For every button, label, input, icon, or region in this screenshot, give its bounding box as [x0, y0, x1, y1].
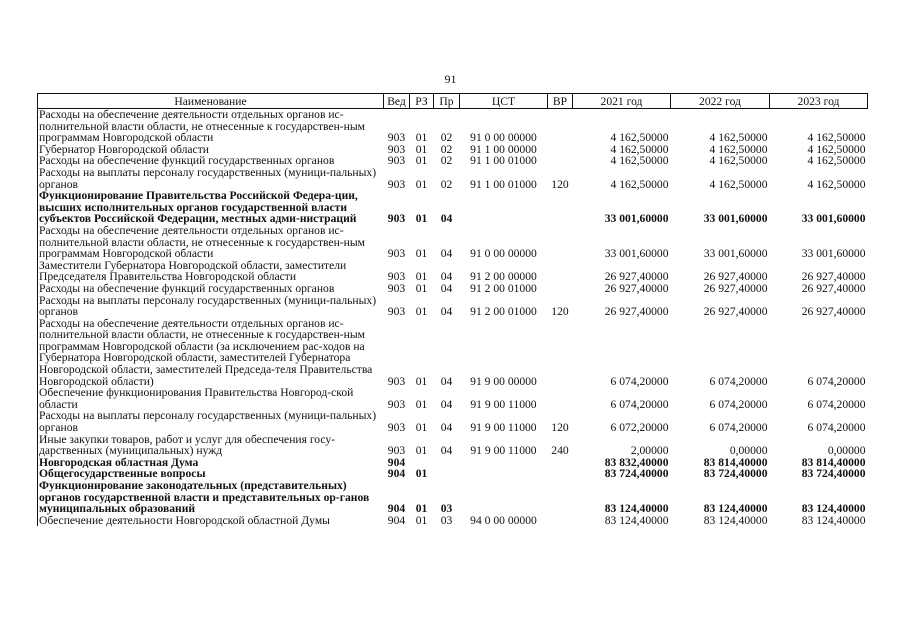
- row-amount-2023: 4 162,50000: [807, 131, 866, 145]
- row-amount-2021: 83 124,40000: [604, 502, 669, 516]
- row-amount-2022: 4 162,50000: [709, 142, 768, 156]
- row-pr: 04: [440, 397, 453, 411]
- row-cst: 91 9 00 11000: [470, 397, 537, 411]
- row-ved: 903: [387, 421, 406, 435]
- header-rz: РЗ: [410, 94, 434, 109]
- row-vr: [548, 318, 573, 388]
- row-amount-2022: 4 162,50000: [709, 177, 768, 191]
- page-number: 91: [444, 72, 457, 86]
- row-amount-2022: 83 814,40000: [703, 455, 768, 469]
- row-cst: 91 0 00 00000: [470, 131, 537, 145]
- row-rz: 01: [415, 270, 428, 284]
- row-ved: 903: [387, 444, 406, 458]
- row-amount-2021: 4 162,50000: [610, 131, 669, 145]
- row-rz: 01: [415, 397, 428, 411]
- header-2023: 2023 год: [770, 94, 868, 109]
- row-name: Расходы на выплаты персоналу государственных (муници-пальных) органов: [38, 295, 384, 318]
- row-pr: 04: [440, 421, 453, 435]
- row-amount-2023: 6 074,20000: [807, 421, 866, 435]
- header-name: Наименование: [38, 94, 384, 109]
- row-vr: [548, 480, 573, 515]
- row-amount-2023: 83 124,40000: [801, 513, 866, 527]
- row-amount-2022: 83 124,40000: [703, 502, 768, 516]
- row-rz: 01: [415, 444, 428, 458]
- row-name: Функционирование Правительства Российской Федера-ции, высших исполнительных органов государственной власти субъектов Российской Федерации, местных адми-нистраций: [38, 190, 384, 225]
- row-rz: 01: [415, 374, 428, 388]
- row-name: Новгородская областная Дума: [38, 457, 384, 469]
- row-name: Расходы на обеспечение деятельности отдельных органов ис-полнительной власти области, не отнесенные к государствен-ным программам Новгородской области: [38, 225, 384, 260]
- row-vr: [548, 457, 573, 469]
- row-amount-2023: 83 814,40000: [801, 455, 866, 469]
- row-amount-2021: 83 124,40000: [604, 513, 669, 527]
- row-rz: 01: [415, 421, 428, 435]
- table-row: [38, 167, 868, 190]
- row-cst: 91 2 00 00000: [470, 270, 537, 284]
- row-ved: 903: [387, 374, 406, 388]
- row-vr: [548, 144, 573, 156]
- row-amount-2022: 33 001,60000: [703, 247, 768, 261]
- row-amount-2023: 83 724,40000: [801, 467, 866, 481]
- row-rz: 01: [415, 513, 428, 527]
- row-pr: 04: [440, 444, 453, 458]
- row-cst: 91 9 00 11000: [470, 444, 537, 458]
- row-pr: [434, 457, 460, 469]
- row-name: Обеспечение деятельности Новгородской областной Думы: [38, 515, 384, 527]
- row-amount-2021: 6 072,20000: [610, 421, 669, 435]
- row-amount-2022: 26 927,40000: [703, 305, 768, 319]
- row-amount-2021: 6 074,20000: [610, 397, 669, 411]
- row-amount-2021: 83 724,40000: [604, 467, 669, 481]
- row-cst: [460, 468, 548, 480]
- table-header-row: [38, 94, 868, 109]
- row-name: Функционирование законодательных (представительных) органов государственной власти и представительных ор-ганов муниципальных образований: [38, 480, 384, 515]
- header-ved: Вед: [384, 94, 410, 109]
- header-2022: 2022 год: [671, 94, 770, 109]
- row-vr: [548, 283, 573, 295]
- row-rz: 01: [415, 281, 428, 295]
- row-amount-2022: 83 724,40000: [703, 467, 768, 481]
- row-pr: 03: [440, 513, 453, 527]
- row-amount-2023: 33 001,60000: [801, 247, 866, 261]
- row-amount-2022: 26 927,40000: [703, 281, 768, 295]
- row-ved: 904: [387, 513, 406, 527]
- row-pr: 02: [440, 142, 453, 156]
- row-amount-2021: 4 162,50000: [610, 177, 669, 191]
- row-vr: [548, 515, 573, 527]
- row-ved: 903: [387, 305, 406, 319]
- row-cst: 91 9 00 11000: [470, 421, 537, 435]
- row-amount-2021: 26 927,40000: [604, 270, 669, 284]
- row-cst: 91 2 00 01000: [470, 281, 537, 295]
- row-amount-2022: 0,00000: [729, 444, 768, 458]
- row-ved: 903: [387, 212, 406, 226]
- row-ved: 903: [387, 247, 406, 261]
- row-vr: [548, 468, 573, 480]
- row-rz: 01: [415, 467, 428, 481]
- row-amount-2022: 83 124,40000: [703, 513, 768, 527]
- row-amount-2021: 26 927,40000: [604, 305, 669, 319]
- row-rz: 01: [415, 305, 428, 319]
- row-name: Заместители Губернатора Новгородской области, заместители Председателя Правительства Новгородской области: [38, 260, 384, 283]
- row-vr: 240: [551, 444, 569, 458]
- row-pr: 02: [440, 154, 453, 168]
- row-pr: 04: [440, 374, 453, 388]
- row-name: Расходы на выплаты персоналу государственных (муници-пальных) органов: [38, 167, 384, 190]
- row-pr: 04: [440, 212, 453, 226]
- table-row: [38, 410, 868, 433]
- row-amount-2023: 4 162,50000: [807, 177, 866, 191]
- table-row: [38, 225, 868, 260]
- row-amount-2021: 2,00000: [630, 444, 669, 458]
- row-amount-2022: 6 074,20000: [709, 397, 768, 411]
- row-cst: 94 0 00 00000: [470, 513, 537, 527]
- row-cst: [460, 190, 548, 225]
- row-cst: 91 2 00 01000: [470, 305, 537, 319]
- row-pr: 04: [440, 281, 453, 295]
- row-amount-2021: 4 162,50000: [610, 142, 669, 156]
- header-pr: Пр: [434, 94, 460, 109]
- row-rz: 01: [415, 131, 428, 145]
- row-amount-2023: 33 001,60000: [801, 212, 866, 226]
- row-cst: [460, 457, 548, 469]
- table-row: [38, 318, 868, 388]
- row-rz: 01: [415, 212, 428, 226]
- table-row: [38, 295, 868, 318]
- row-amount-2021: 26 927,40000: [604, 281, 669, 295]
- row-name: Расходы на обеспечение деятельности отдельных органов ис-полнительной власти области, не отнесенные к государствен-ным программам Новгородской области (за исключением рас-ходов на Губернатора Новгородской области, заместителей Губернатора Новгородской области, заместителей Председа-теля Правительства Новгородской области): [38, 318, 384, 388]
- row-ved: 903: [387, 131, 406, 145]
- row-name: Обеспечение функционирования Правительства Новгород-ской области: [38, 387, 384, 410]
- row-ved: 903: [387, 142, 406, 156]
- table-row: [38, 260, 868, 283]
- row-amount-2021: 33 001,60000: [604, 212, 669, 226]
- table-row: [38, 109, 868, 144]
- row-ved: 904: [387, 467, 406, 481]
- row-cst: 91 1 00 01000: [470, 177, 537, 191]
- row-ved: 904: [387, 455, 406, 469]
- row-rz: 01: [415, 142, 428, 156]
- header-vr: ВР: [548, 94, 573, 109]
- row-amount-2022: 4 162,50000: [709, 154, 768, 168]
- row-amount-2021: 83 832,40000: [604, 455, 669, 469]
- row-vr: [548, 387, 573, 410]
- table-row: [38, 387, 868, 410]
- row-amount-2022: 6 074,20000: [709, 421, 768, 435]
- row-vr: 120: [551, 177, 569, 191]
- row-ved: 903: [387, 154, 406, 168]
- row-ved: 903: [387, 281, 406, 295]
- budget-table: [37, 93, 868, 526]
- table-body: [38, 109, 868, 527]
- row-cst: 91 9 00 00000: [470, 374, 537, 388]
- row-pr: 02: [440, 177, 453, 191]
- row-ved: 903: [387, 397, 406, 411]
- row-rz: 01: [415, 154, 428, 168]
- row-vr: [548, 190, 573, 225]
- table-row: [38, 190, 868, 225]
- row-ved: 904: [387, 502, 406, 516]
- row-cst: 91 1 00 01000: [470, 154, 537, 168]
- row-name: Расходы на обеспечение деятельности отдельных органов ис-полнительной власти области, не отнесенные к государствен-ным программам Новгородской области: [38, 109, 384, 144]
- row-ved: 903: [387, 177, 406, 191]
- row-amount-2023: 6 074,20000: [807, 374, 866, 388]
- row-name: Расходы на обеспечение функций государственных органов: [38, 283, 384, 295]
- row-vr: [548, 260, 573, 283]
- row-name: Расходы на обеспечение функций государственных органов: [38, 155, 384, 167]
- row-amount-2023: 4 162,50000: [807, 142, 866, 156]
- row-amount-2023: 26 927,40000: [801, 270, 866, 284]
- row-amount-2023: 4 162,50000: [807, 154, 866, 168]
- row-pr: 04: [440, 247, 453, 261]
- row-ved: 903: [387, 270, 406, 284]
- row-vr: 120: [551, 421, 569, 435]
- row-amount-2023: 83 124,40000: [801, 502, 866, 516]
- row-amount-2022: 33 001,60000: [703, 212, 768, 226]
- table-row: [38, 434, 868, 457]
- row-pr: 02: [440, 131, 453, 145]
- row-name: Губернатор Новгородской области: [38, 144, 384, 156]
- row-name: Общегосударственные вопросы: [38, 468, 384, 480]
- table-row: [38, 515, 868, 527]
- row-rz: 01: [415, 502, 428, 516]
- row-vr: [548, 225, 573, 260]
- row-pr: 04: [440, 270, 453, 284]
- row-name: Иные закупки товаров, работ и услуг для обеспечения госу-дарственных (муниципальных) нужд: [38, 434, 384, 457]
- row-amount-2023: 26 927,40000: [801, 305, 866, 319]
- header-cst: ЦСТ: [460, 94, 548, 109]
- row-vr: 120: [551, 305, 569, 319]
- table-row: [38, 283, 868, 295]
- row-cst: 91 1 00 00000: [470, 142, 537, 156]
- row-amount-2023: 0,00000: [827, 444, 866, 458]
- row-amount-2023: 6 074,20000: [807, 397, 866, 411]
- row-pr: [434, 468, 460, 480]
- header-2021: 2021 год: [573, 94, 671, 109]
- row-amount-2021: 4 162,50000: [610, 154, 669, 168]
- row-name: Расходы на выплаты персоналу государственных (муници-пальных) органов: [38, 410, 384, 433]
- row-cst: [460, 480, 548, 515]
- row-vr: [548, 109, 573, 144]
- row-amount-2021: 33 001,60000: [604, 247, 669, 261]
- row-amount-2021: 6 074,20000: [610, 374, 669, 388]
- row-rz: 01: [415, 247, 428, 261]
- table-row: [38, 480, 868, 515]
- row-amount-2023: 26 927,40000: [801, 281, 866, 295]
- row-pr: 03: [440, 502, 453, 516]
- row-pr: 04: [440, 305, 453, 319]
- row-amount-2022: 4 162,50000: [709, 131, 768, 145]
- row-cst: 91 0 00 00000: [470, 247, 537, 261]
- row-rz: 01: [415, 177, 428, 191]
- row-amount-2022: 26 927,40000: [703, 270, 768, 284]
- row-vr: [548, 155, 573, 167]
- row-amount-2022: 6 074,20000: [709, 374, 768, 388]
